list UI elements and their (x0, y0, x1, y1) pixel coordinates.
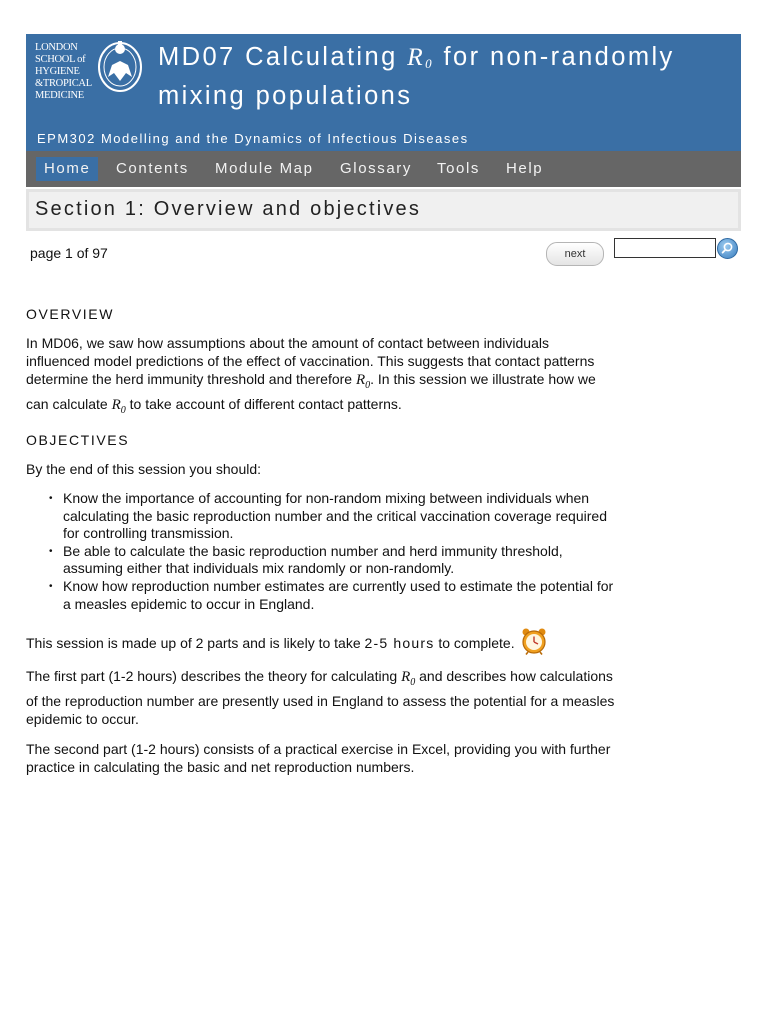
main-nav (26, 151, 741, 187)
r-subscript: 0 (425, 56, 435, 71)
title-suffix: for non-randomly (434, 43, 675, 71)
nav-item-contents[interactable]: Contents (116, 160, 189, 177)
page-title (158, 40, 738, 113)
search-input[interactable] (614, 238, 716, 258)
r0-symbol (111, 397, 126, 416)
r0-symbol (407, 42, 434, 71)
nav-item-tools[interactable]: Tools (437, 160, 481, 177)
site-header (26, 34, 741, 151)
r-letter: R (401, 669, 411, 686)
course-title: EPM302 Modelling and the Dynamics of Infectious Diseases (37, 131, 469, 146)
second-part-paragraph: The second part (1-2 hours) consists of a practical exercise in Excel, providing you with further practice in calculating the basic and net reproduction numbers. (26, 741, 611, 776)
r-letter: R (407, 42, 426, 71)
nav-item-module-map[interactable]: Module Map (215, 160, 314, 177)
nav-item-home[interactable]: Home (36, 157, 98, 181)
main-content (26, 300, 616, 788)
first-part-text: and describes how calculations of the reproduction number are presently used in England to assess the potential for a measles epidemic to occur. (26, 668, 615, 728)
section-bar-inner (29, 192, 738, 228)
session-hours: 2-5 hours (364, 635, 435, 652)
r-letter: R (355, 372, 366, 388)
logo-line: LONDON (35, 42, 78, 53)
logo-line: HYGIENE (35, 66, 80, 77)
overview-text: to take account of different contact patterns. (125, 396, 402, 412)
objectives-heading: OBJECTIVES (26, 432, 130, 448)
title-line-2: mixing populations (158, 82, 413, 110)
r0-symbol (355, 372, 371, 391)
objectives-intro: By the end of this session you should: (26, 461, 262, 477)
section-title: Section 1: Overview and objectives (35, 198, 422, 220)
title-prefix: MD07 Calculating (158, 43, 408, 71)
r0-symbol (401, 669, 416, 689)
session-text: This session is made up of 2 parts and is likely to take (26, 635, 365, 652)
session-duration (26, 627, 616, 655)
school-logo-text[interactable] (35, 42, 95, 102)
session-text: to complete. (434, 635, 515, 652)
page-count: page 1 of 97 (30, 245, 108, 261)
first-part-text: The first part (1-2 hours) describes the theory for calculating (26, 668, 402, 685)
r-letter: R (111, 397, 121, 413)
r-subscript: 0 (365, 380, 371, 391)
overview-text: . In this session we illustrate how we can calculate (26, 371, 596, 412)
search-button[interactable] (717, 238, 738, 259)
logo-line: &TROPICAL (35, 78, 92, 89)
r-subscript: 0 (410, 677, 416, 689)
list-item: • Be able to calculate the basic reproduction number and herd immunity threshold, assuming either that individuals mix randomly or non-randomly. (63, 543, 616, 578)
list-item: • Know how reproduction number estimates are currently used to estimate the potential for a measles epidemic to occur in England. (63, 578, 616, 613)
alarm-clock-icon (521, 627, 547, 655)
school-crest-icon[interactable] (96, 37, 144, 95)
nav-item-glossary[interactable]: Glossary (340, 160, 412, 177)
section-bar (26, 189, 741, 231)
objectives-list (26, 490, 616, 613)
first-part-paragraph (26, 667, 616, 728)
overview-paragraph (26, 334, 616, 420)
overview-heading: OVERVIEW (26, 306, 115, 322)
logo-line: SCHOOL of (35, 54, 86, 65)
overview-text: In MD06, we saw how assumptions about the amount of contact between individuals influenced model predictions of the effect of vaccination. This suggests that contact patterns determine the herd immunity threshold and therefore (26, 335, 595, 387)
nav-item-help[interactable]: Help (506, 160, 544, 177)
r-subscript: 0 (120, 405, 126, 416)
list-item: • Know the importance of accounting for non-random mixing between individuals when calculating the basic reproduction number and the critical vaccination coverage required for controlling transmission. (63, 490, 616, 543)
next-button[interactable]: next (546, 242, 604, 266)
logo-line: MEDICINE (35, 90, 84, 101)
search-icon (718, 239, 737, 258)
